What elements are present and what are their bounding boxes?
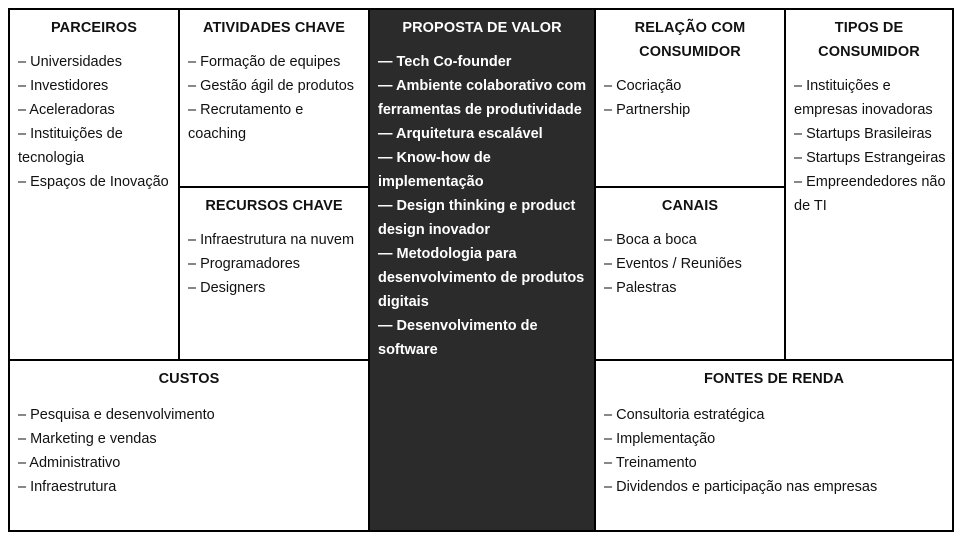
list-item: – Implementação [604,431,716,447]
key-resources-title: RECURSOS CHAVE [205,198,343,214]
key-partners-block [8,8,180,361]
list-item: — Metodologia para desenvolvimento de produtos digitais [378,246,585,310]
list-item: – Designers [188,280,266,296]
list-item: – Dividendos e participação nas empresas [604,479,878,495]
customer-segments-block [784,8,954,361]
key-resources-list [180,228,368,300]
list-item: – Investidores [18,78,109,94]
list-item: – Treinamento [604,455,697,471]
list-item: – Gestão ágil de produtos [188,78,355,94]
list-item: — Know-how de implementação [378,150,491,190]
key-activities-title: ATIVIDADES CHAVE [202,20,346,36]
key-partners-list [10,50,178,194]
list-item: – Eventos / Reuniões [604,256,742,272]
list-item: – Boca a boca [604,232,697,248]
value-proposition-block [368,8,596,532]
customer-relationships-list [596,74,784,122]
revenue-streams-block [594,359,954,532]
list-item: – Pesquisa e desenvolvimento [18,407,215,423]
cost-structure-title: CUSTOS [158,371,220,387]
list-item: – Infraestrutura na nuvem [188,232,355,248]
list-item: – Startups Estrangeiras [794,150,946,166]
list-item: — Tech Co-founder [378,54,512,70]
list-item: – Consultoria estratégica [604,407,765,423]
list-item: — Design thinking e product design inovador [378,198,576,238]
revenue-streams-title: FONTES DE RENDA [703,371,845,387]
list-item: – Administrativo [18,455,121,471]
customer-segments-list [786,74,952,218]
list-item: – Universidades [18,54,122,70]
list-item: — Arquitetura escalável [378,126,543,142]
list-item: — Desenvolvimento de software [378,318,538,358]
customer-relationships-block [594,8,786,188]
list-item: – Empreendedores não de TI [794,174,946,214]
key-partners-title: PARCEIROS [50,20,138,36]
list-item: – Instituições e empresas inovadoras [794,78,933,118]
list-item: – Instituições de tecnologia [18,126,123,166]
key-activities-list [180,50,368,146]
list-item: – Palestras [604,280,677,296]
list-item: – Startups Brasileiras [794,126,932,142]
cost-structure-list [10,403,368,499]
list-item: – Marketing e vendas [18,431,157,447]
list-item: – Recrutamento e coaching [188,102,304,142]
customer-relationships-title: RELAÇÃO COM CONSUMIDOR [634,20,746,60]
channels-block [594,186,786,361]
value-proposition-list [370,50,594,362]
list-item: – Cocriação [604,78,682,94]
key-activities-block [178,8,370,188]
list-item: – Aceleradoras [18,102,115,118]
value-proposition-title: PROPOSTA DE VALOR [402,20,562,36]
list-item: – Formação de equipes [188,54,341,70]
list-item: – Programadores [188,256,301,272]
revenue-streams-list [596,403,952,499]
list-item: — Ambiente colaborativo com ferramentas de produtividade [378,78,587,118]
key-resources-block [178,186,370,361]
channels-title: CANAIS [661,198,719,214]
cost-structure-block [8,359,370,532]
customer-segments-title: TIPOS DE CONSUMIDOR [818,20,920,60]
channels-list [596,228,784,300]
list-item: – Partnership [604,102,691,118]
list-item: – Espaços de Inovação [18,174,169,190]
list-item: – Infraestrutura [18,479,117,495]
